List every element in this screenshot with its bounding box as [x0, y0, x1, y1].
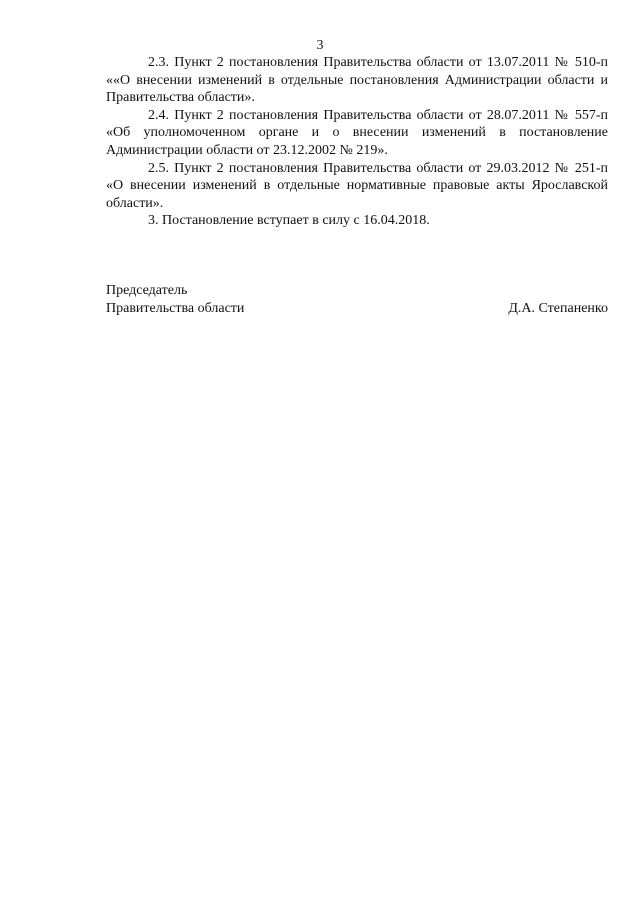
- paragraph-3: 3. Постановление вступает в силу с 16.04.2018.: [148, 213, 430, 229]
- signature-title-line2: Правительства области: [106, 301, 245, 316]
- signature-block: [106, 282, 608, 318]
- signatory-name: Д.А. Степаненко: [508, 301, 608, 316]
- signature-row: [106, 300, 608, 318]
- paragraph-2-5: 2.5. Пункт 2 постановления Правительства области от 29.03.2012 № 251-п «О внесении изменений в отдельные нормативные правовые акты Ярославской области».: [106, 160, 608, 211]
- paragraph-2-3: 2.3. Пункт 2 постановления Правительства области от 13.07.2011 № 510-п ««О внесении изменений в отдельные постановления Администрации области и Правительства области».: [106, 55, 608, 106]
- document-body: [106, 54, 608, 230]
- page-number: 3: [316, 38, 324, 53]
- paragraph-2-4: 2.4. Пункт 2 постановления Правительства области от 28.07.2011 № 557-п «Об уполномоченном органе и о внесении изменений в постановление Администрации области от 23.12.2002 № 219».: [106, 107, 608, 158]
- signature-title-line1: Председатель: [106, 283, 188, 298]
